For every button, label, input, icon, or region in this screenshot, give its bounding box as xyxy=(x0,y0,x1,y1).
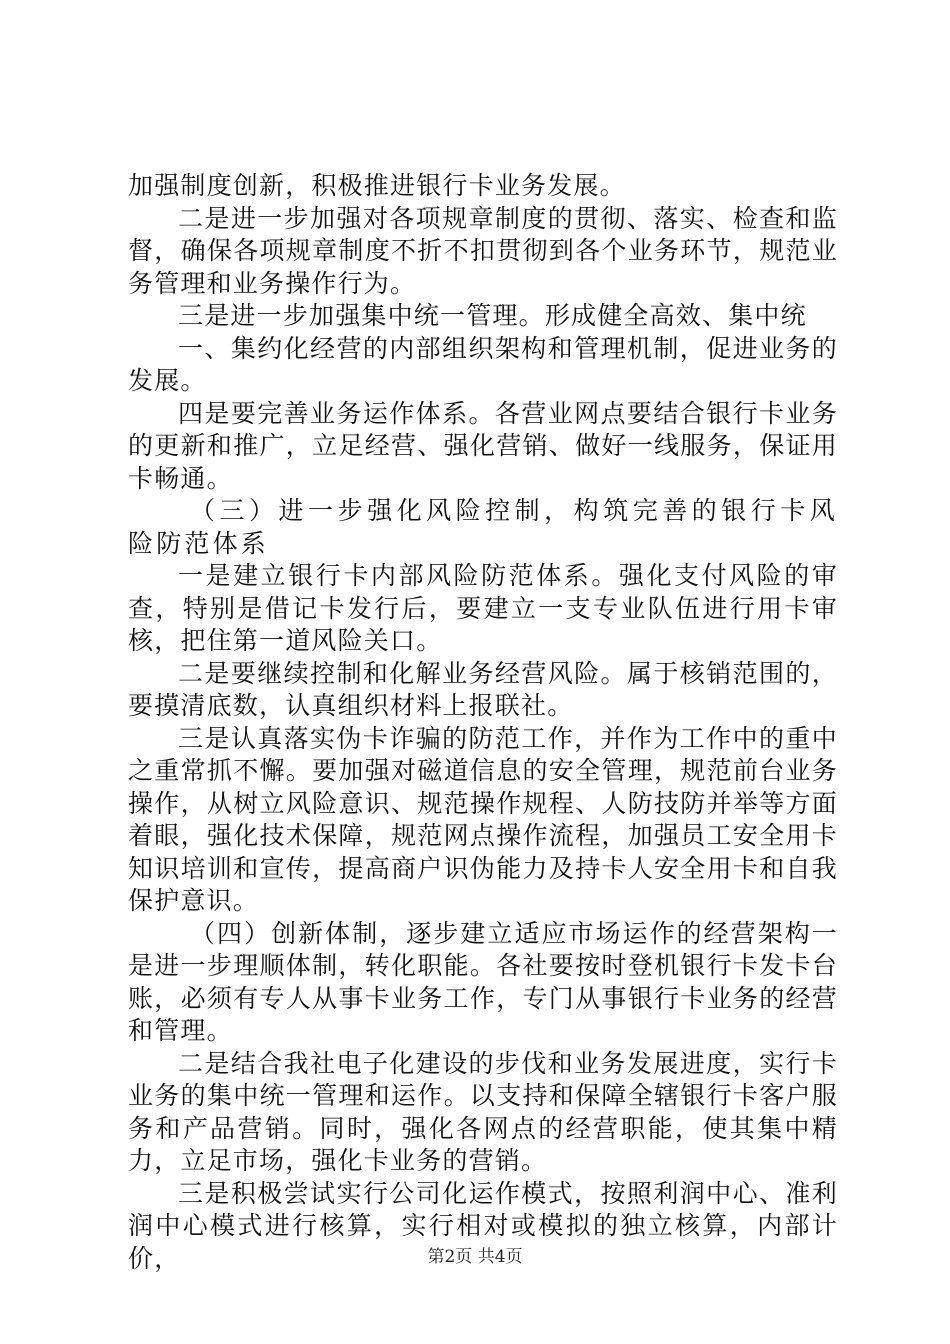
section-heading: （三）进一步强化风险控制，构筑完善的银行卡风险防范体系 xyxy=(128,496,838,558)
paragraph: 三是认真落实伪卡诈骗的防范工作，并作为工作中的重中之重常抓不懈。要加强对磁道信息的安全管理，规范前台业务操作，从树立风险意识、规范操作规程、人防技防并举等方面着眼，强化技术保障，规范网点操作流程，加强员工安全用卡知识培训和宣传，提高商户识伪能力及持卡人安全用卡和自我保护意识。 xyxy=(128,723,838,915)
paragraph: 三是积极尝试实行公司化运作模式，按照利润中心、准利润中心模式进行核算，实行相对或模拟的独立核算，内部计价， xyxy=(128,1178,838,1273)
paragraph: 三是进一步加强集中统一管理。形成健全高效、集中统 xyxy=(178,301,807,330)
paragraph: 二是结合我社电子化建设的步伐和业务发展进度，实行卡业务的集中统一管理和运作。以支持和保障全辖银行卡客户服务和产品营销。同时，强化各网点的经营职能，使其集中精力，立足市场，强化卡业务的营销。 xyxy=(128,1048,838,1175)
page-number-footer: 第2页 共4页 xyxy=(427,1247,523,1267)
section-heading: （四）创新体制，逐步建立适应市场运作的经营架构一是进一步理顺体制，转化职能。各社要按时登机银行卡发卡台账，必须有专人从事卡业务工作，专门从事银行卡业务的经营和管理。 xyxy=(128,918,838,1045)
paragraph: 二是进一步加强对各项规章制度的贯彻、落实、检查和监督，确保各项规章制度不折不扣贯彻到各个业务环节，规范业务管理和业务操作行为。 xyxy=(128,203,838,298)
paragraph: 加强制度创新，积极推进银行卡业务发展。 xyxy=(128,171,626,200)
paragraph: 一、集约化经营的内部组织架构和管理机制，促进业务的发展。 xyxy=(128,333,838,395)
paragraph: 二是要继续控制和化解业务经营风险。属于核销范围的，要摸清底数，认真组织材料上报联社。 xyxy=(128,658,838,720)
paragraph: 一是建立银行卡内部风险防范体系。强化支付风险的审查，特别是借记卡发行后，要建立一支专业队伍进行用卡审核，把住第一道风险关口。 xyxy=(128,561,838,655)
document-body xyxy=(128,170,838,1275)
paragraph: 四是要完善业务运作体系。各营业网点要结合银行卡业务的更新和推广，立足经营、强化营销、做好一线服务，保证用卡畅通。 xyxy=(128,398,838,493)
